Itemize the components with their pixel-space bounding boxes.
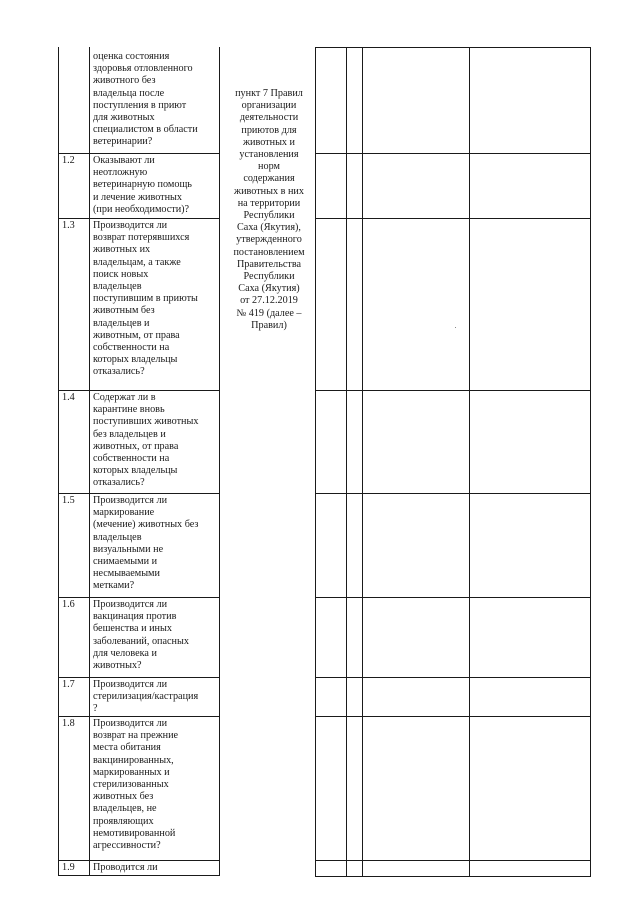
row-number: 1.7 bbox=[62, 679, 75, 690]
table-border bbox=[219, 47, 220, 876]
table-border bbox=[590, 47, 591, 877]
scan-speck bbox=[455, 327, 456, 328]
row-number: 1.2 bbox=[62, 155, 75, 166]
question-text: Проводится ли bbox=[93, 862, 158, 873]
row-divider bbox=[58, 493, 220, 494]
question-text: Содержат ли в карантине вновь поступивших животных без владельцев и животных, от права собственности на которых владельцы отказались? bbox=[93, 392, 199, 489]
question-text: оценка состояния здоровья отловленного животного без владельца после поступления в приют для животных специалистом в области ветеринарии? bbox=[93, 51, 198, 148]
question-text: Производится ли стерилизация/кастрация ? bbox=[93, 679, 199, 715]
row-divider bbox=[315, 716, 591, 717]
question-text: Оказывают ли неотложную ветеринарную помощь и лечение животных (при необходимости)? bbox=[93, 155, 192, 215]
question-text: Производится ли маркирование (мечение) животных без владельцев визуальными не снимаемыми и несмываемыми метками? bbox=[93, 495, 199, 592]
table-border bbox=[58, 47, 59, 876]
table-border bbox=[89, 47, 90, 876]
row-divider bbox=[58, 860, 220, 861]
row-number: 1.3 bbox=[62, 220, 75, 231]
row-divider bbox=[315, 218, 591, 219]
row-number: 1.4 bbox=[62, 392, 75, 403]
row-number: 1.6 bbox=[62, 599, 75, 610]
row-number: 1.9 bbox=[62, 862, 75, 873]
row-divider bbox=[315, 860, 591, 861]
row-divider bbox=[58, 677, 220, 678]
table-border bbox=[346, 47, 347, 877]
table-border bbox=[315, 47, 591, 48]
row-divider bbox=[58, 153, 220, 154]
row-number: 1.8 bbox=[62, 718, 75, 729]
row-divider bbox=[315, 390, 591, 391]
legal-reference: пункт 7 Правил организации деятельности приютов для животных и установления норм содержания животных в них на территории Республики Саха (Якутия), утвержденного постановлением Правительства Республики Саха (Якутия) от 27.12.2019 № 419 (далее – Правил) bbox=[233, 88, 305, 331]
table-border bbox=[315, 876, 591, 877]
table-border bbox=[315, 47, 316, 877]
row-divider bbox=[315, 677, 591, 678]
table-border bbox=[469, 47, 470, 877]
row-divider bbox=[315, 153, 591, 154]
row-divider bbox=[58, 390, 220, 391]
table-border bbox=[58, 875, 220, 876]
row-divider bbox=[315, 597, 591, 598]
question-text: Производится ли возврат потерявшихся животных их владельцам, а также поиск новых владельцев поступившим в приюты животным без владельцев и животным, от права собственности на которых владельцы отказались? bbox=[93, 220, 198, 378]
row-divider bbox=[315, 493, 591, 494]
question-text: Производится ли возврат на прежние места обитания вакцинированных, маркированных и стерилизованных животных без владельцев, не проявляющих немотивированной агрессивности? bbox=[93, 718, 179, 852]
question-text: Производится ли вакцинация против бешенства и иных заболеваний, опасных для человека и животных? bbox=[93, 599, 189, 672]
row-divider bbox=[58, 218, 220, 219]
row-number: 1.5 bbox=[62, 495, 75, 506]
row-divider bbox=[58, 597, 220, 598]
row-divider bbox=[58, 716, 220, 717]
table-border bbox=[362, 47, 363, 877]
